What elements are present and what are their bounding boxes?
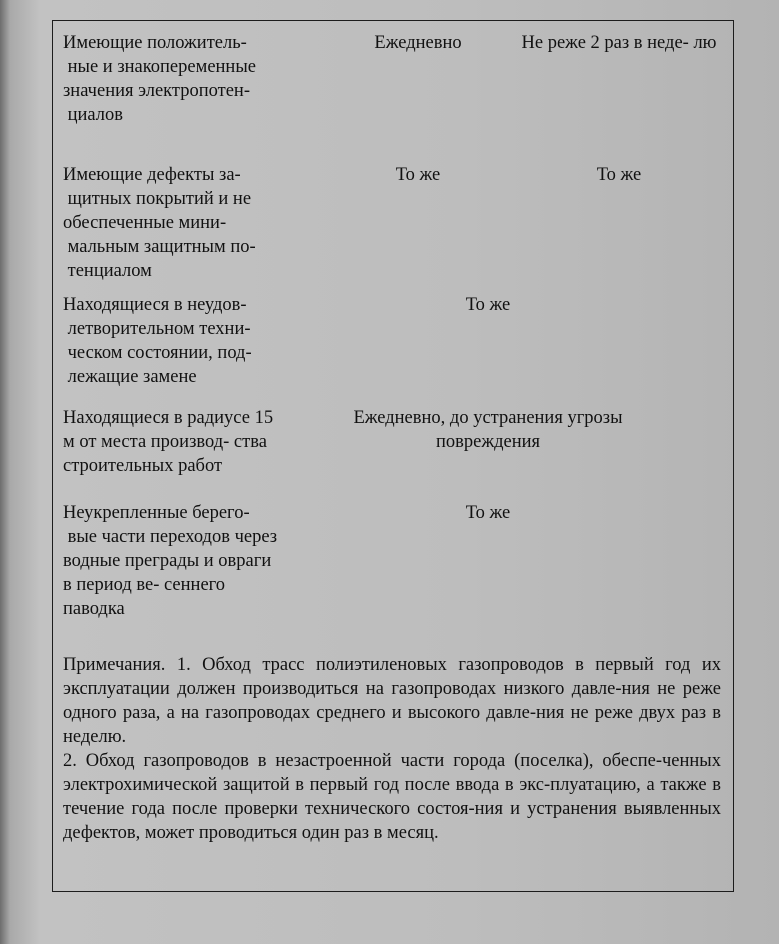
row-frequency-primary: Ежедневно bbox=[374, 33, 462, 53]
row-label: Имеющие дефекты за- щитных покрытий и не обеспеченные мини- мальным защитным по- тенциалом bbox=[63, 165, 256, 281]
inspection-table bbox=[52, 20, 734, 892]
row-label: Неукрепленные берего- вые части переходов через водные преграды и овраги в период ве- сеннего паводка bbox=[63, 503, 278, 619]
row-label: Находящиеся в радиусе 15 м от места производ- ства строительных работ bbox=[63, 408, 274, 476]
row-frequency-secondary: Не реже 2 раз в неде- лю bbox=[521, 33, 717, 53]
row-label: Находящиеся в неудов- летворительном техни- ческом состоянии, под- лежащие замене bbox=[63, 295, 252, 387]
row-frequency-span: То же bbox=[465, 295, 511, 315]
note-1: Примечания. 1. Обход трасс полиэтиленовых газопроводов в первый год их эксплуатации должен производиться на газопроводах низкого давле-ния не реже одного раза, а на газопроводах среднего и высокого давле-ния не реже двух раз в неделю. bbox=[63, 655, 721, 747]
note-2: 2. Обход газопроводов в незастроенной части города (поселка), обеспе-ченных электрохимической защитой в первый год после ввода в экс-плуатацию, а также в течение года после проверки технического состоя-ния и устранения выявленных дефектов, может проводиться один раз в месяц. bbox=[63, 751, 721, 843]
table-notes bbox=[63, 653, 721, 845]
row-frequency-primary: То же bbox=[395, 165, 441, 185]
row-frequency-secondary: То же bbox=[596, 165, 642, 185]
row-frequency-span: То же bbox=[465, 503, 511, 523]
row-frequency-span: Ежедневно, до устранения угрозы повреждения bbox=[353, 408, 623, 452]
row-label: Имеющие положитель- ные и знакопеременные значения электропотен- циалов bbox=[63, 33, 256, 125]
